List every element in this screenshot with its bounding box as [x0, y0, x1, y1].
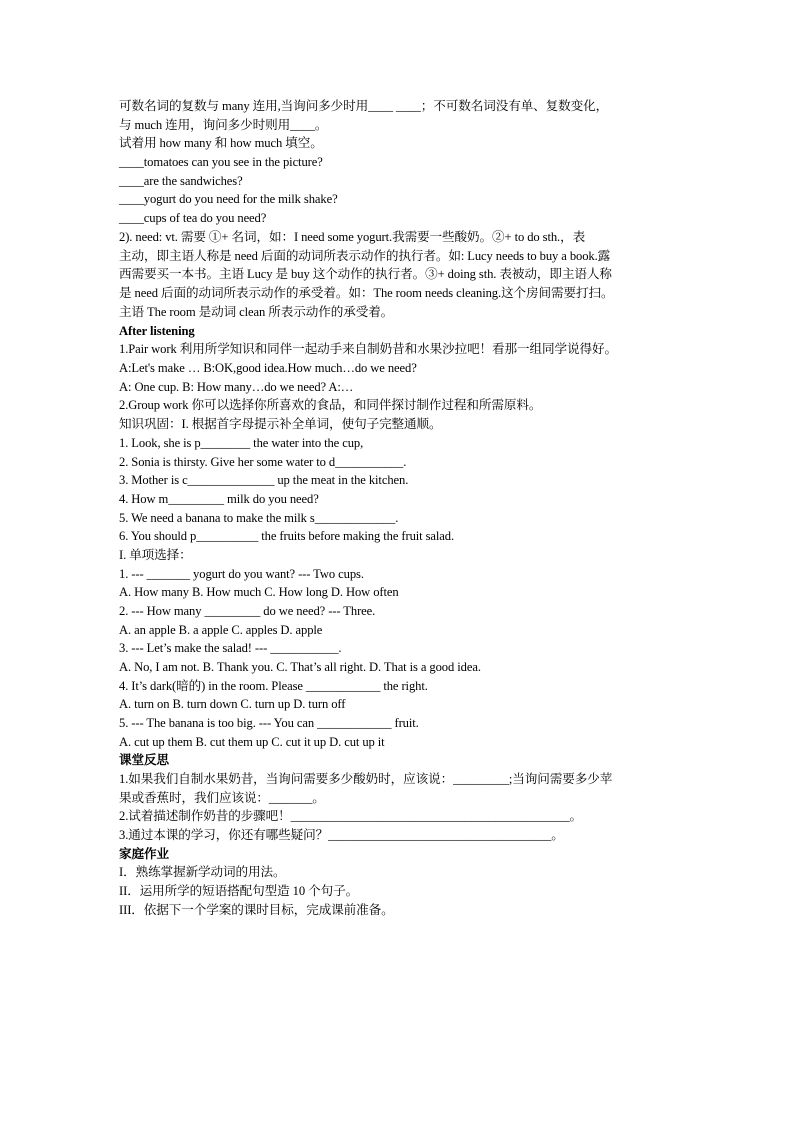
- text-line: 1.如果我们自制水果奶昔，当询问需要多少酸奶时，应该说：_________;当询问需要多少苹: [119, 772, 613, 786]
- text-line: 5. --- The banana is too big. --- You can ____________ fruit.: [119, 716, 419, 730]
- text-line: 西需要买一本书。主语 Lucy 是 buy 这个动作的执行者。③+ doing sth. 表被动，即主语人称: [119, 267, 612, 281]
- text-line: A: One cup. B: How many…do we need? A:…: [119, 380, 354, 394]
- text-line: A. cut up them B. cut them up C. cut it up D. cut up it: [119, 735, 385, 749]
- text-line: 1. Look, she is p________ the water into the cup,: [119, 436, 364, 450]
- text-line: A:Let's make … B:OK,good idea.How much…do we need?: [119, 361, 417, 375]
- text-line: 4. It’s dark(暗的) in the room. Please ____________ the right.: [119, 679, 428, 693]
- text-line: II．运用所学的短语搭配句型造 10 个句子。: [119, 884, 359, 898]
- text-line: 果或香蕉时，我们应该说：_______。: [119, 791, 325, 805]
- text-line: 3.通过本课的学习，你还有哪些疑问？____________________________________。: [119, 828, 564, 842]
- text-line: 1. --- _______ yogurt do you want? --- Two cups.: [119, 567, 364, 581]
- text-line: ____cups of tea do you need?: [119, 211, 267, 225]
- text-line: ____yogurt do you need for the milk shake?: [119, 192, 338, 206]
- text-line: I. 单项选择：: [119, 548, 192, 562]
- text-line: 3. --- Let’s make the salad! --- ___________.: [119, 641, 342, 655]
- text-line: 试着用 how many 和 how much 填空。: [119, 136, 323, 150]
- text-line: III．依据下一个学案的课时目标，完成课前准备。: [119, 903, 394, 917]
- text-line: 6. You should p__________ the fruits before making the fruit salad.: [119, 529, 455, 543]
- text-line: 2. Sonia is thirsty. Give her some water to d___________.: [119, 455, 407, 469]
- text-line: 2. --- How many _________ do we need? --- Three.: [119, 604, 376, 618]
- section-heading-homework: 家庭作业: [119, 847, 169, 861]
- text-line: A. an apple B. a apple C. apples D. apple: [119, 623, 323, 637]
- text-line: 1.Pair work 利用所学知识和同伴一起动手来自制奶昔和水果沙拉吧！看那一组同学说得好。: [119, 342, 617, 356]
- text-line: 3. Mother is c______________ up the meat in the kitchen.: [119, 473, 409, 487]
- text-line: 知识巩固：I. 根据首字母提示补全单词，使句子完整通顺。: [119, 417, 442, 431]
- text-line: A. turn on B. turn down C. turn up D. turn off: [119, 697, 346, 711]
- text-line: 2.试着描述制作奶昔的步骤吧！_____________________________________________。: [119, 809, 583, 823]
- text-line: ____tomatoes can you see in the picture?: [119, 155, 323, 169]
- text-line: ____are the sandwiches?: [119, 174, 243, 188]
- text-line: A. No, I am not. B. Thank you. C. That’s all right. D. That is a good idea.: [119, 660, 481, 674]
- text-line: 4. How m_________ milk do you need?: [119, 492, 319, 506]
- text-line: 与 much 连用，询问多少时则用____。: [119, 118, 328, 132]
- text-line: 2.Group work 你可以选择你所喜欢的食品，和同伴探讨制作过程和所需原料。: [119, 398, 542, 412]
- section-heading-reflection: 课堂反思: [119, 753, 169, 767]
- text-line: A. How many B. How much C. How long D. How often: [119, 585, 399, 599]
- section-heading-after-listening: After listening: [119, 324, 195, 338]
- text-line: 5. We need a banana to make the milk s_____________.: [119, 511, 399, 525]
- text-line: 主动，即主语人称是 need 后面的动词所表示动作的执行者。如: Lucy needs to buy a book.露: [119, 249, 611, 263]
- text-line: 2). need: vt. 需要 ①+ 名词，如：I need some yogurt.我需要一些酸奶。②+ to do sth.，表: [119, 230, 586, 244]
- text-line: I．熟练掌握新学动词的用法。: [119, 865, 286, 879]
- text-line: 可数名词的复数与 many 连用,当询问多少时用____ ____；不可数名词没有单、复数变化，: [119, 99, 609, 113]
- text-line: 主语 The room 是动词 clean 所表示动作的承受着。: [119, 305, 394, 319]
- text-line: 是 need 后面的动词所表示动作的承受着。如：The room needs cleaning.这个房间需要打扫。: [119, 286, 614, 300]
